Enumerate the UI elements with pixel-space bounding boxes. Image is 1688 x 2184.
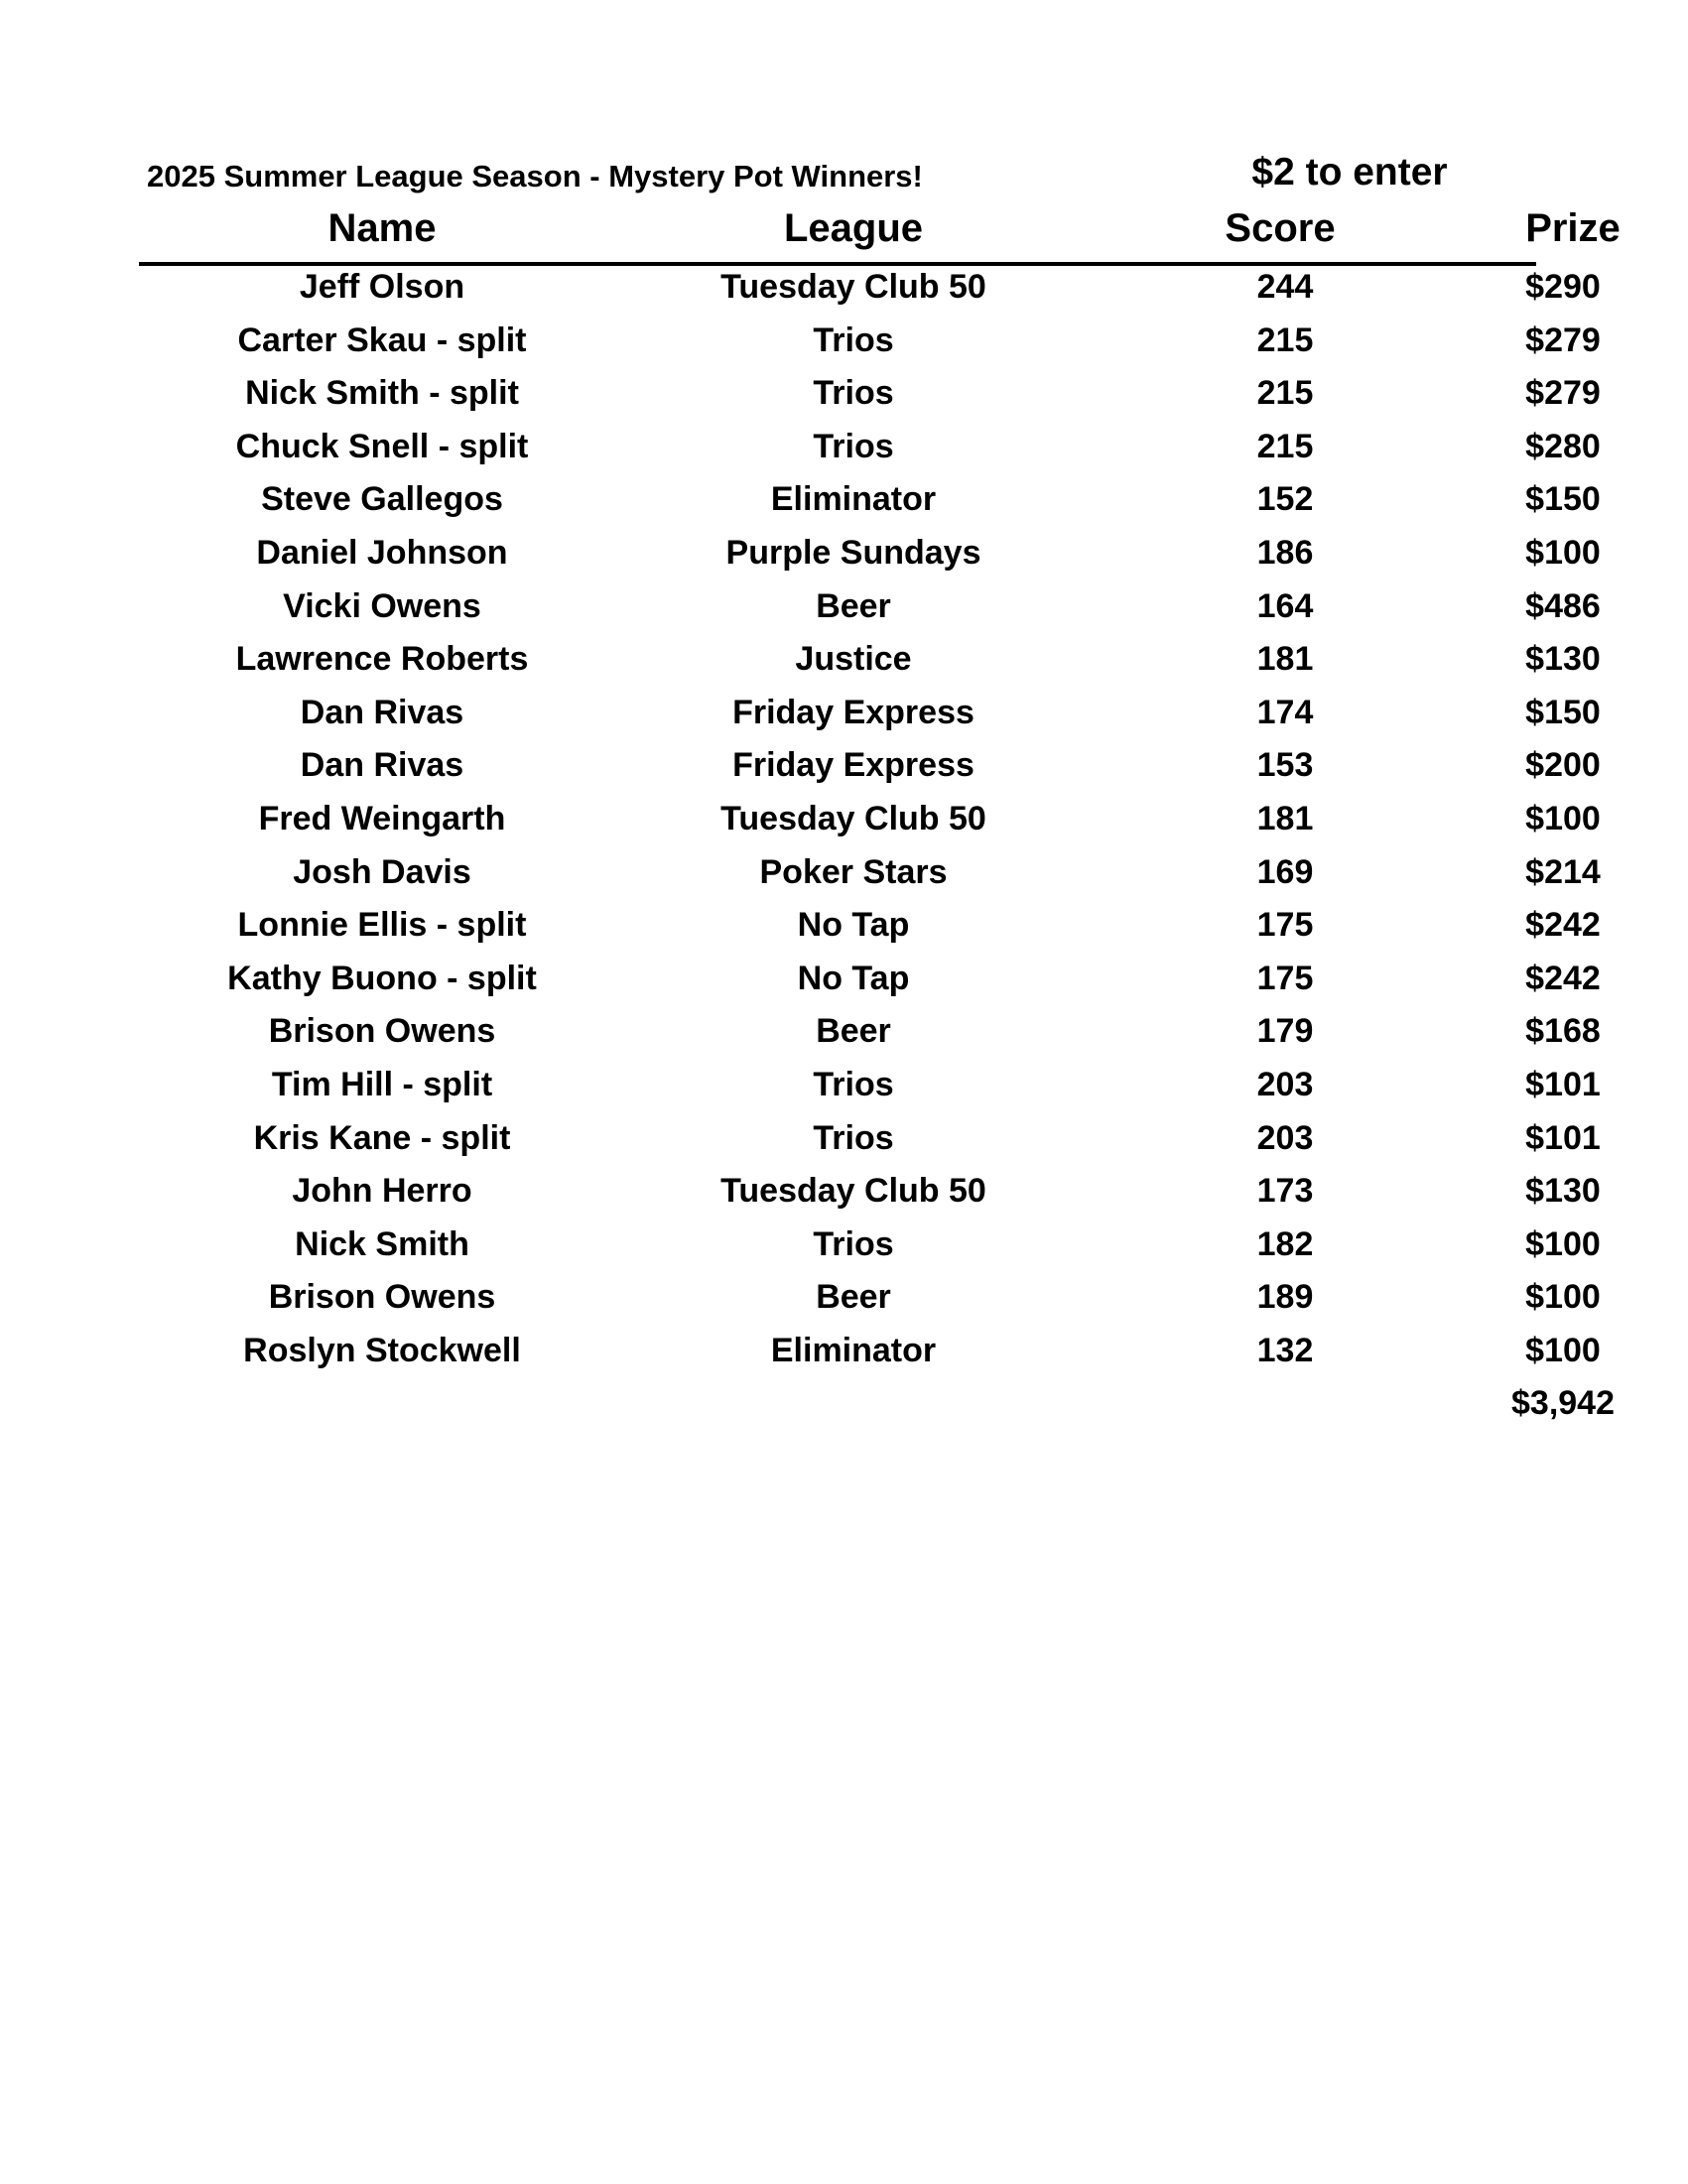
table-row xyxy=(139,427,1601,481)
cell-prize: $280 xyxy=(1525,427,1601,465)
table-row xyxy=(139,480,1601,534)
total-row xyxy=(139,1384,1615,1434)
cell-name: Tim Hill - split xyxy=(271,1065,493,1103)
cell-score: 215 xyxy=(1256,374,1314,413)
cell-score: 152 xyxy=(1256,480,1314,519)
cell-league: Beer xyxy=(816,1278,891,1317)
cell-league: No Tap xyxy=(797,906,910,945)
table-row xyxy=(139,693,1601,747)
cell-name: Josh Davis xyxy=(293,852,471,891)
cell-score: 215 xyxy=(1256,321,1314,359)
table-row xyxy=(139,852,1601,907)
cell-score: 181 xyxy=(1256,640,1314,679)
cell-league: Trios xyxy=(813,374,894,413)
cell-league: Trios xyxy=(813,1224,894,1263)
cell-name: Vicki Owens xyxy=(283,586,481,625)
cell-prize: $101 xyxy=(1525,1118,1601,1157)
cell-score: 164 xyxy=(1256,586,1314,625)
table-row xyxy=(139,906,1601,960)
cell-prize: $100 xyxy=(1525,533,1601,572)
cell-score: 174 xyxy=(1256,693,1314,731)
cell-league: Beer xyxy=(816,1012,891,1051)
cell-prize: $130 xyxy=(1525,1172,1601,1211)
cell-prize: $242 xyxy=(1525,959,1601,997)
cell-name: Kathy Buono - split xyxy=(227,959,537,997)
cell-league: Friday Express xyxy=(732,746,974,785)
cell-name: Brison Owens xyxy=(268,1012,496,1051)
cell-name: Nick Smith xyxy=(295,1224,469,1263)
table-row xyxy=(139,1278,1601,1332)
cell-score: 244 xyxy=(1256,268,1314,306)
cell-name: Jeff Olson xyxy=(299,268,465,306)
cell-score: 182 xyxy=(1256,1224,1314,1263)
column-header-league: League xyxy=(783,206,924,250)
cell-name: Kris Kane - split xyxy=(253,1118,511,1157)
cell-league: Beer xyxy=(816,586,891,625)
cell-league: Friday Express xyxy=(732,693,974,731)
cell-league: Tuesday Club 50 xyxy=(720,799,986,837)
cell-score: 189 xyxy=(1256,1278,1314,1317)
document-title: 2025 Summer League Season - Mystery Pot Winners! xyxy=(147,159,923,193)
cell-league: Justice xyxy=(795,640,912,679)
cell-name: Lonnie Ellis - split xyxy=(237,906,527,945)
total-prize: $3,942 xyxy=(1511,1384,1615,1422)
table-row xyxy=(139,586,1601,641)
cell-score: 153 xyxy=(1256,746,1314,785)
cell-score: 175 xyxy=(1256,906,1314,945)
cell-name: Daniel Johnson xyxy=(256,533,508,572)
title-row xyxy=(139,151,1528,200)
cell-name: Nick Smith - split xyxy=(245,374,519,413)
cell-league: Poker Stars xyxy=(759,852,948,891)
cell-score: 169 xyxy=(1256,852,1314,891)
table-row xyxy=(139,746,1601,800)
cell-league: Trios xyxy=(813,321,894,359)
cell-prize: $150 xyxy=(1525,693,1601,731)
cell-league: Purple Sundays xyxy=(725,533,981,572)
cell-score: 215 xyxy=(1256,427,1314,465)
table-row xyxy=(139,533,1601,587)
table-row xyxy=(139,268,1601,321)
cell-prize: $150 xyxy=(1525,480,1601,519)
cell-league: Tuesday Club 50 xyxy=(720,268,986,306)
cell-score: 173 xyxy=(1256,1172,1314,1211)
cell-name: Chuck Snell - split xyxy=(235,427,529,465)
table-row xyxy=(139,640,1601,694)
cell-league: Eliminator xyxy=(770,480,937,519)
cell-score: 181 xyxy=(1256,799,1314,837)
cell-prize: $100 xyxy=(1525,799,1601,837)
column-header-score: Score xyxy=(1225,206,1336,250)
cell-score: 203 xyxy=(1256,1118,1314,1157)
cell-prize: $279 xyxy=(1525,321,1601,359)
cell-league: Trios xyxy=(813,1118,894,1157)
table-row xyxy=(139,1172,1601,1225)
cell-prize: $100 xyxy=(1525,1278,1601,1317)
cell-prize: $290 xyxy=(1525,268,1601,306)
cell-score: 179 xyxy=(1256,1012,1314,1051)
cell-prize: $100 xyxy=(1525,1224,1601,1263)
cell-league: Eliminator xyxy=(770,1331,937,1369)
table-header xyxy=(139,206,1621,266)
cell-name: John Herro xyxy=(292,1172,472,1211)
cell-prize: $200 xyxy=(1525,746,1601,785)
table-row xyxy=(139,799,1601,853)
cell-name: Brison Owens xyxy=(268,1278,496,1317)
cell-name: Dan Rivas xyxy=(300,693,464,731)
table-row xyxy=(139,1012,1601,1066)
cell-name: Carter Skau - split xyxy=(237,321,527,359)
cell-prize: $130 xyxy=(1525,640,1601,679)
cell-name: Steve Gallegos xyxy=(261,480,503,519)
table-row xyxy=(139,1331,1601,1385)
table-row xyxy=(139,321,1601,375)
cell-prize: $279 xyxy=(1525,374,1601,413)
cell-name: Dan Rivas xyxy=(300,746,464,785)
cell-name: Lawrence Roberts xyxy=(235,640,529,679)
cell-prize: $214 xyxy=(1525,852,1601,891)
cell-score: 132 xyxy=(1256,1331,1314,1369)
cell-league: No Tap xyxy=(797,959,910,997)
winners-table-body xyxy=(139,268,1601,1384)
cell-league: Trios xyxy=(813,427,894,465)
cell-prize: $100 xyxy=(1525,1331,1601,1369)
cell-league: Trios xyxy=(813,1065,894,1103)
column-header-prize: Prize xyxy=(1525,206,1621,250)
cell-prize: $486 xyxy=(1525,586,1601,625)
cell-score: 186 xyxy=(1256,533,1314,572)
table-row xyxy=(139,1118,1601,1173)
cell-league: Tuesday Club 50 xyxy=(720,1172,986,1211)
table-row xyxy=(139,374,1601,428)
table-row xyxy=(139,1065,1601,1119)
cell-name: Roslyn Stockwell xyxy=(243,1331,521,1369)
table-row xyxy=(139,959,1601,1013)
cell-score: 203 xyxy=(1256,1065,1314,1103)
cell-prize: $242 xyxy=(1525,906,1601,945)
cell-score: 175 xyxy=(1256,959,1314,997)
table-row xyxy=(139,1224,1601,1279)
cell-prize: $168 xyxy=(1525,1012,1601,1051)
cell-prize: $101 xyxy=(1525,1065,1601,1103)
entry-fee: $2 to enter xyxy=(1251,151,1448,193)
column-header-name: Name xyxy=(327,206,437,250)
cell-name: Fred Weingarth xyxy=(258,799,506,837)
